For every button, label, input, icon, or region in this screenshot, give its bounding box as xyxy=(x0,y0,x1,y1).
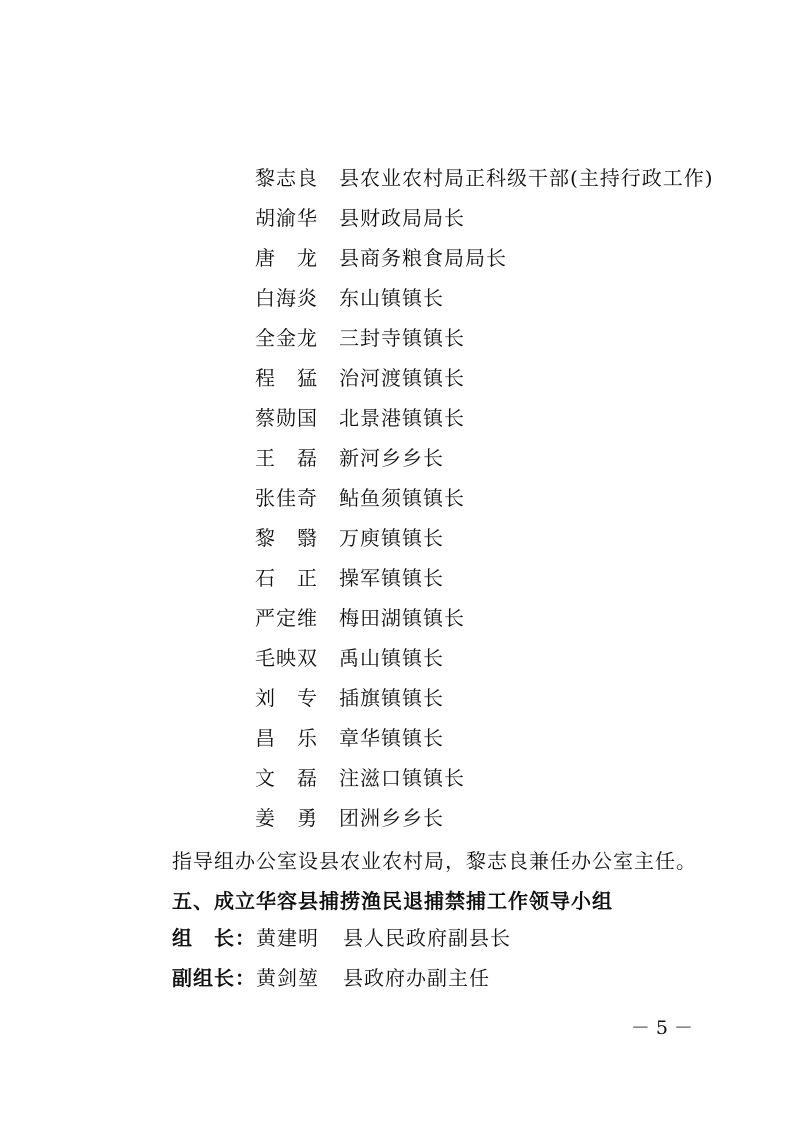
leader-row xyxy=(172,962,490,991)
member-name: 文 磊 xyxy=(255,765,318,790)
member-title: 注滋口镇镇长 xyxy=(339,765,465,790)
member-title: 县商务粮食局局长 xyxy=(339,245,507,270)
member-title: 章华镇镇长 xyxy=(339,725,444,750)
member-title: 万庾镇镇长 xyxy=(339,525,444,550)
member-row xyxy=(255,641,444,671)
member-row xyxy=(255,801,444,831)
member-title: 治河渡镇镇长 xyxy=(339,365,465,390)
member-name: 黎志良 xyxy=(255,165,318,190)
member-name: 石 正 xyxy=(255,565,318,590)
member-name: 刘 专 xyxy=(255,685,318,710)
leader-title: 县人民政府副县长 xyxy=(343,926,511,950)
leader-name: 黄建明 xyxy=(256,926,319,950)
member-title: 新河乡乡长 xyxy=(339,445,444,470)
member-name: 昌 乐 xyxy=(255,725,318,750)
member-row xyxy=(255,361,465,391)
member-title: 团洲乡乡长 xyxy=(339,805,444,830)
member-name: 毛映双 xyxy=(255,645,318,670)
page-number: － 5 － xyxy=(630,1017,693,1039)
member-title: 操军镇镇长 xyxy=(339,565,444,590)
member-name: 程 猛 xyxy=(255,365,318,390)
section-heading: 五、成立华容县捕捞渔民退捕禁捕工作领导小组 xyxy=(172,889,613,913)
member-name: 王 磊 xyxy=(255,445,318,470)
member-name: 白海炎 xyxy=(255,285,318,310)
member-row xyxy=(255,721,444,751)
member-row xyxy=(255,201,465,231)
member-name: 唐 龙 xyxy=(255,245,318,270)
leader-role: 组 长： xyxy=(172,926,256,950)
member-name: 胡渝华 xyxy=(255,205,318,230)
member-row xyxy=(255,561,444,591)
leader-role: 副组长： xyxy=(172,966,256,990)
member-row xyxy=(255,761,465,791)
leader-row xyxy=(172,922,511,951)
member-name: 严定维 xyxy=(255,605,318,630)
member-row xyxy=(255,681,444,711)
member-row xyxy=(255,481,465,511)
member-row xyxy=(255,521,444,551)
member-name: 张佳奇 xyxy=(255,485,318,510)
member-title: 三封寺镇镇长 xyxy=(339,325,465,350)
member-row xyxy=(255,281,444,311)
member-row xyxy=(255,241,507,271)
member-title: 北景港镇镇长 xyxy=(339,405,465,430)
member-row xyxy=(255,161,714,191)
leader-name: 黄剑堃 xyxy=(256,966,319,990)
member-row xyxy=(255,441,444,471)
member-row xyxy=(255,321,465,351)
member-title: 鲇鱼须镇镇长 xyxy=(339,485,465,510)
member-title: 县财政局局长 xyxy=(339,205,465,230)
member-name: 黎 翳 xyxy=(255,525,318,550)
member-row xyxy=(255,401,465,431)
member-title: 禹山镇镇长 xyxy=(339,645,444,670)
member-title: 插旗镇镇长 xyxy=(339,685,444,710)
leader-title: 县政府办副主任 xyxy=(343,966,490,990)
member-name: 蔡勋国 xyxy=(255,405,318,430)
member-title: 县农业农村局正科级干部(主持行政工作) xyxy=(339,165,714,190)
office-note: 指导组办公室设县农业农村局，黎志良兼任办公室主任。 xyxy=(172,849,697,873)
member-row xyxy=(255,601,465,631)
member-title: 梅田湖镇镇长 xyxy=(339,605,465,630)
member-title: 东山镇镇长 xyxy=(339,285,444,310)
member-name: 全金龙 xyxy=(255,325,318,350)
member-name: 姜 勇 xyxy=(255,805,318,830)
